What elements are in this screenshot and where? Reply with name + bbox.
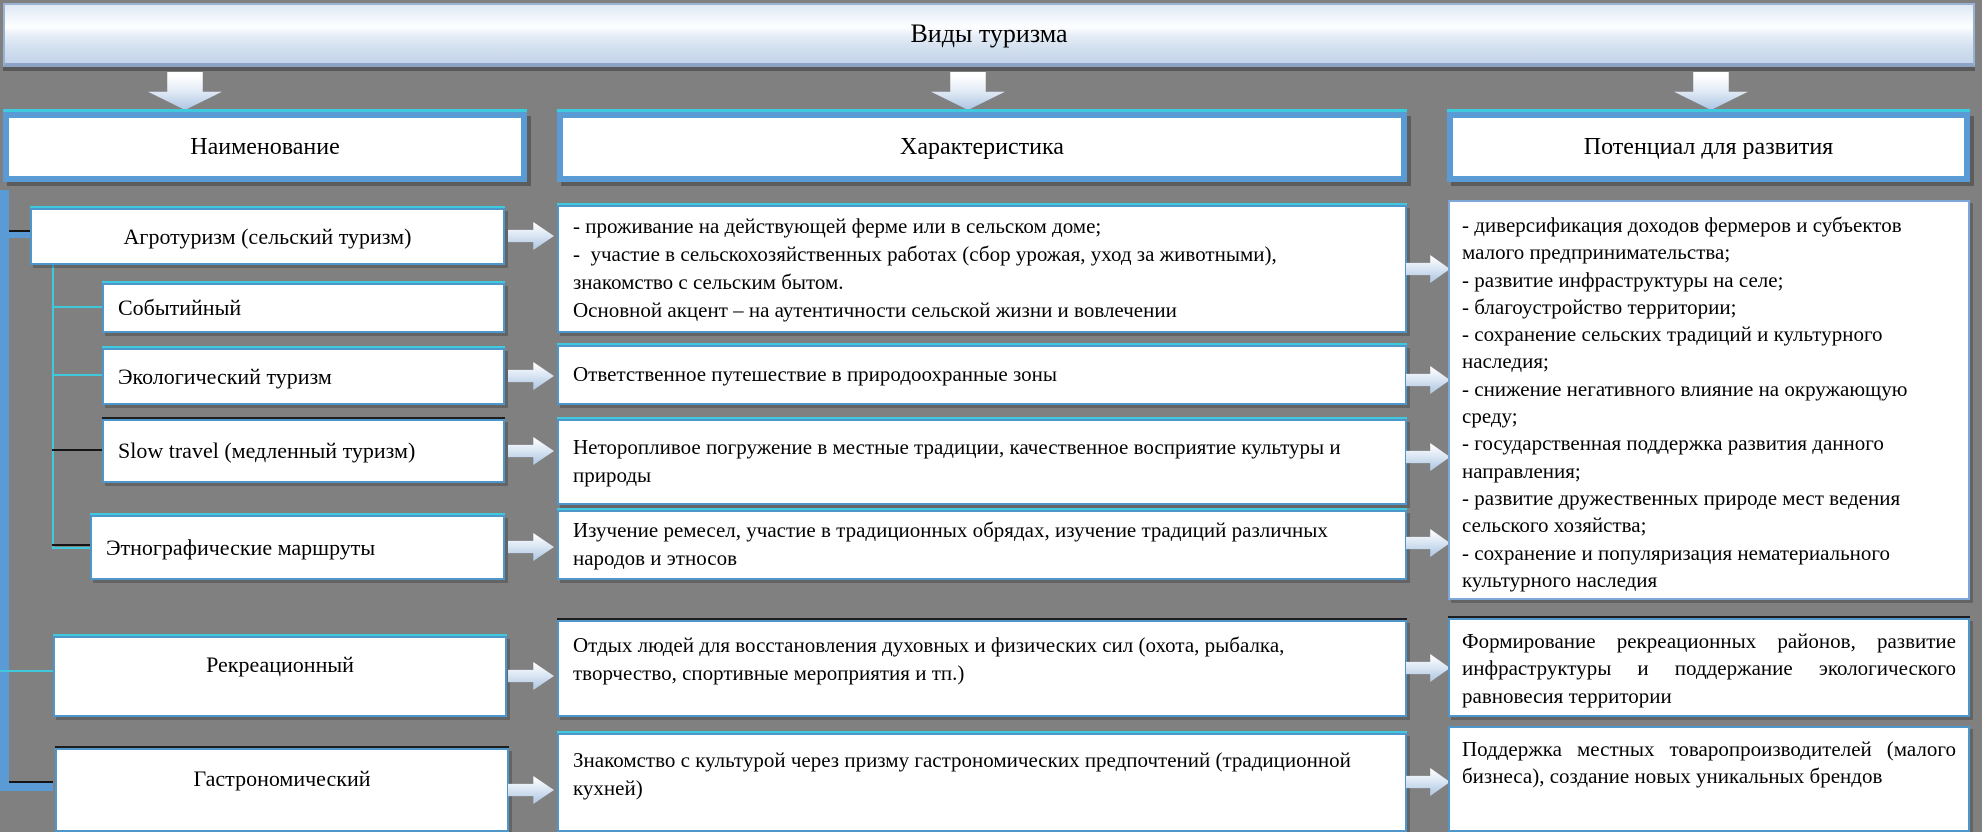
potential-box-gastro bbox=[1448, 726, 1970, 832]
arrow-right-icon bbox=[1406, 768, 1450, 796]
characteristic-slow-text: Неторопливое погружение в местные традиции, качественное восприятие культуры и природы bbox=[573, 435, 1341, 487]
type-box-event bbox=[102, 283, 505, 333]
arrow-down-icon bbox=[148, 72, 222, 110]
connector-main-vertical bbox=[0, 190, 9, 791]
potential-agro-bullet: - государственная поддержка развития данного направления; bbox=[1462, 431, 1884, 483]
characteristic-box-gastro bbox=[557, 733, 1407, 832]
connector-stub-event bbox=[52, 306, 102, 308]
title-banner bbox=[3, 3, 1975, 67]
type-label-gastro: Гастрономический bbox=[193, 766, 371, 791]
diagram-title: Виды туризма bbox=[910, 19, 1068, 48]
arrow-right-icon bbox=[1406, 255, 1450, 283]
characteristic-eco-text: Ответственное путешествие в природоохранные зоны bbox=[573, 362, 1057, 387]
potential-gastro-text: Поддержка местных товаропроизводителей (малого бизнеса), создание новых уникальных брендов bbox=[1462, 737, 1956, 789]
arrow-right-icon bbox=[508, 437, 554, 465]
potential-agro-bullet: - развитие инфраструктуры на селе; bbox=[1462, 267, 1784, 292]
characteristic-agro-line1: - проживание на действующей ферме или в сельском доме; bbox=[573, 214, 1102, 238]
arrow-right-icon bbox=[1406, 366, 1450, 394]
characteristic-agro-line2: - участие в сельскохозяйственных работах (сбор урожая, уход за животными), знакомство с сельским бытом. bbox=[573, 241, 1282, 294]
arrow-down-icon bbox=[1674, 72, 1748, 110]
type-label-event: Событийный bbox=[118, 295, 242, 320]
header-potential bbox=[1447, 112, 1970, 182]
potential-agro-bullet: - сохранение и популяризация нематериального культурного наследия bbox=[1462, 540, 1890, 592]
potential-box-agro bbox=[1448, 200, 1970, 600]
characteristic-agro-line3: Основной акцент – на аутентичности сельской жизни и вовлечении bbox=[573, 297, 1177, 322]
type-box-ethno bbox=[90, 515, 505, 580]
header-characteristic bbox=[557, 112, 1407, 182]
type-label-eco: Экологический туризм bbox=[118, 363, 332, 389]
arrow-right-icon bbox=[1406, 443, 1450, 471]
arrow-right-icon bbox=[1406, 654, 1450, 682]
type-box-eco bbox=[102, 348, 505, 405]
type-box-slow bbox=[102, 419, 505, 483]
type-label-agro: Агротуризм (сельский туризм) bbox=[123, 223, 412, 249]
header-name-label: Наименование bbox=[190, 133, 340, 160]
potential-agro-bullet: - сохранение сельских традиций и культурного наследия; bbox=[1462, 322, 1883, 374]
potential-box-recreation bbox=[1448, 618, 1970, 717]
connector-stub-slow bbox=[52, 449, 102, 451]
characteristic-box-recreation bbox=[557, 620, 1407, 717]
connector-stub-eco bbox=[52, 374, 102, 376]
arrow-right-icon bbox=[508, 662, 554, 690]
header-name bbox=[3, 112, 527, 182]
arrow-right-icon bbox=[508, 362, 554, 390]
potential-agro-bullet: - развитие дружественных природе мест ведения сельского хозяйства; bbox=[1462, 485, 1901, 538]
type-label-recreation: Рекреационный bbox=[206, 652, 354, 677]
arrow-right-icon bbox=[508, 222, 554, 250]
characteristic-gastro-text: Знакомство с культурой через призму гастрономических предпочтений (традиционной кухней) bbox=[573, 748, 1351, 800]
connector-stub-recreation bbox=[0, 670, 53, 672]
type-box-agro bbox=[30, 208, 505, 265]
potential-agro-bullet: - снижение негативного влияние на окружающую среду; bbox=[1462, 376, 1908, 429]
arrow-down-icon bbox=[931, 72, 1005, 110]
connector-stub-agro-line bbox=[9, 230, 30, 232]
type-box-recreation bbox=[53, 636, 507, 717]
connector-stub-gastro bbox=[0, 782, 53, 791]
arrow-right-icon bbox=[508, 533, 554, 561]
characteristic-box-agro bbox=[557, 205, 1407, 333]
header-potential-label: Потенциал для развития bbox=[1583, 133, 1834, 160]
characteristic-box-ethno bbox=[557, 510, 1407, 580]
characteristic-recreation-text: Отдых людей для восстановления духовных и физических сил (охота, рыбалка, творчество, спортивные мероприятия и тп.) bbox=[573, 633, 1285, 685]
connector-stub-gastro-line bbox=[9, 781, 53, 783]
connector-stub-agro bbox=[0, 231, 30, 238]
header-characteristic-label: Характеристика bbox=[900, 133, 1064, 160]
arrow-right-icon bbox=[1406, 529, 1450, 557]
type-label-slow: Slow travel (медленный туризм) bbox=[118, 438, 416, 463]
characteristic-box-slow bbox=[557, 419, 1407, 505]
potential-agro-bullet: - благоустройство территории; bbox=[1462, 294, 1737, 319]
potential-agro-bullet: - диверсификация доходов фермеров и субъектов малого предпринимательства; bbox=[1462, 213, 1902, 265]
potential-recreation-text: Формирование рекреационных районов, развитие инфраструктуры и поддержание экологического равновесия территории bbox=[1462, 629, 1956, 708]
type-box-gastro bbox=[55, 748, 509, 832]
arrow-right-icon bbox=[508, 776, 554, 804]
characteristic-ethno-text: Изучение ремесел, участие в традиционных обрядах, изучение традиций различных народов и этносов bbox=[573, 518, 1328, 570]
type-label-ethno: Этнографические маршруты bbox=[106, 534, 376, 560]
characteristic-box-eco bbox=[557, 345, 1407, 405]
